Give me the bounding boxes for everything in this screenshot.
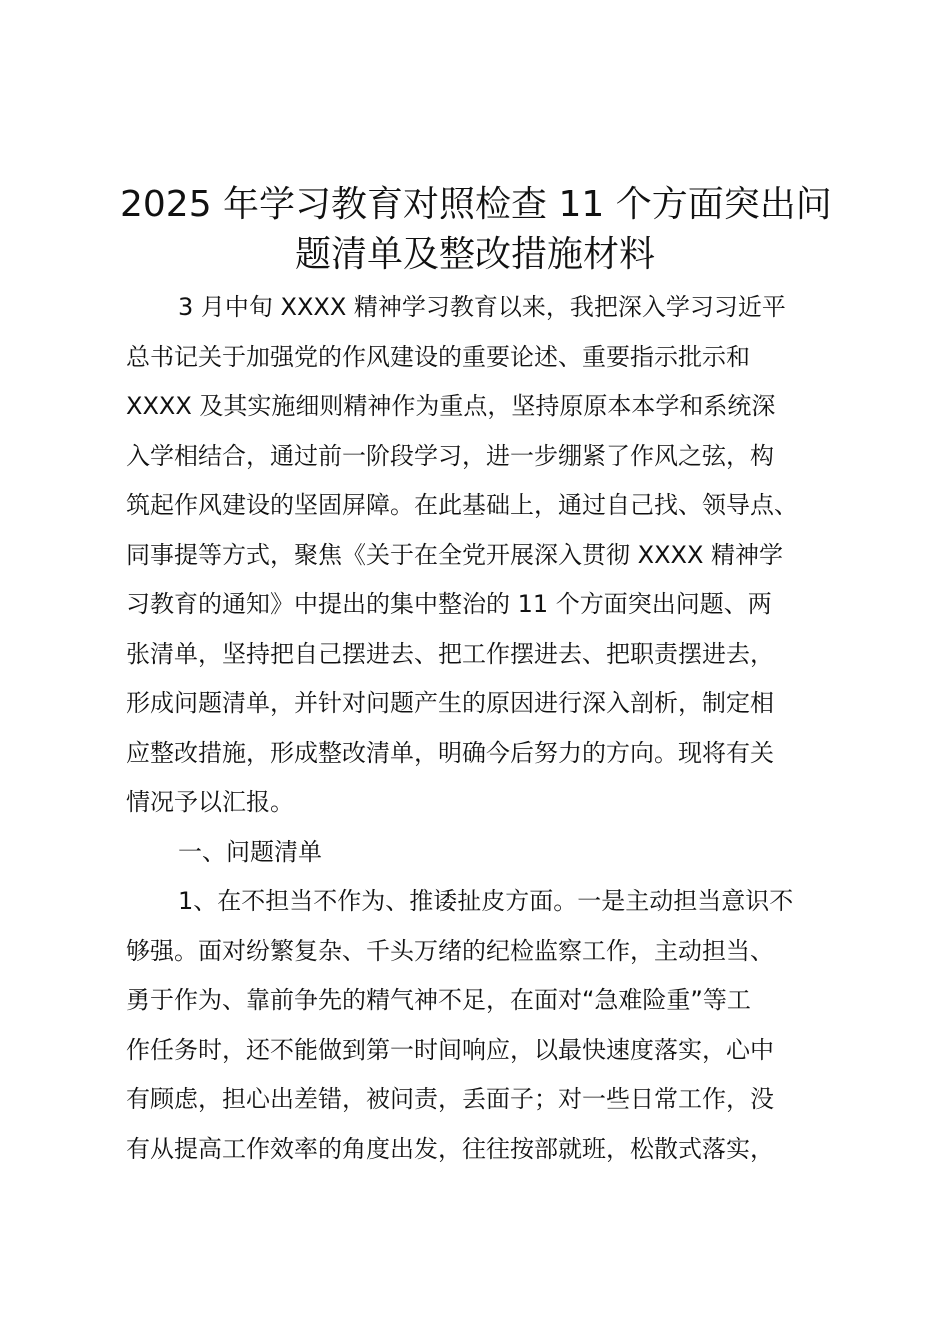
paragraph-line: 应整改措施，形成整改清单，明确今后努力的方向。现将有关 (126, 738, 774, 767)
paragraph-line: 同事提等方式，聚焦《关于在全党开展深入贯彻 XXXX 精神学 (126, 540, 784, 569)
paragraph-line: 有从提高工作效率的角度出发，往往按部就班，松散式落实， (126, 1134, 774, 1163)
document-title (120, 180, 830, 280)
paragraph-line: 够强。面对纷繁复杂、千头万绪的纪检监察工作，主动担当、 (126, 936, 774, 965)
paragraph-line: 3 月中旬 XXXX 精神学习教育以来，我把深入学习习近平 (178, 293, 786, 321)
title-line: 2025 年学习教育对照检查 11 个方面突出问 (120, 184, 832, 225)
title-line: 题清单及整改措施材料 (294, 234, 655, 275)
paragraph-line: 勇于作为、靠前争先的精气神不足，在面对“急难险重”等工 (126, 986, 751, 1014)
paragraph-line: 筑起作风建设的坚固屏障。在此基础上，通过自己找、领导点、 (126, 491, 798, 519)
paragraph-line: 总书记关于加强党的作风建设的重要论述、重要指示批示和 (126, 342, 750, 371)
document-body (126, 283, 842, 1174)
paragraph-line: 1、在不担当不作为、推诿扯皮方面。一是主动担当意识不 (178, 887, 794, 915)
paragraph-line: 作任务时，还不能做到第一时间响应，以最快速度落实，心中 (126, 1035, 774, 1064)
paragraph-line: 张清单，坚持把自己摆进去、把工作摆进去、把职责摆进去， (126, 639, 774, 668)
paragraph-line: 形成问题清单，并针对问题产生的原因进行深入剖析，制定相 (126, 689, 774, 717)
paragraph-line: 习教育的通知》中提出的集中整治的 11 个方面突出问题、两 (126, 590, 772, 618)
section-heading: 一、问题清单 (178, 837, 322, 866)
paragraph-line: 入学相结合，通过前一阶段学习，进一步绷紧了作风之弦，构 (126, 441, 774, 470)
paragraph-line: XXXX 及其实施细则精神作为重点，坚持原原本本学和系统深 (126, 392, 776, 420)
paragraph-line: 情况予以汇报。 (126, 788, 294, 816)
paragraph-line: 有顾虑，担心出差错，被问责，丢面子；对一些日常工作，没 (126, 1085, 774, 1113)
